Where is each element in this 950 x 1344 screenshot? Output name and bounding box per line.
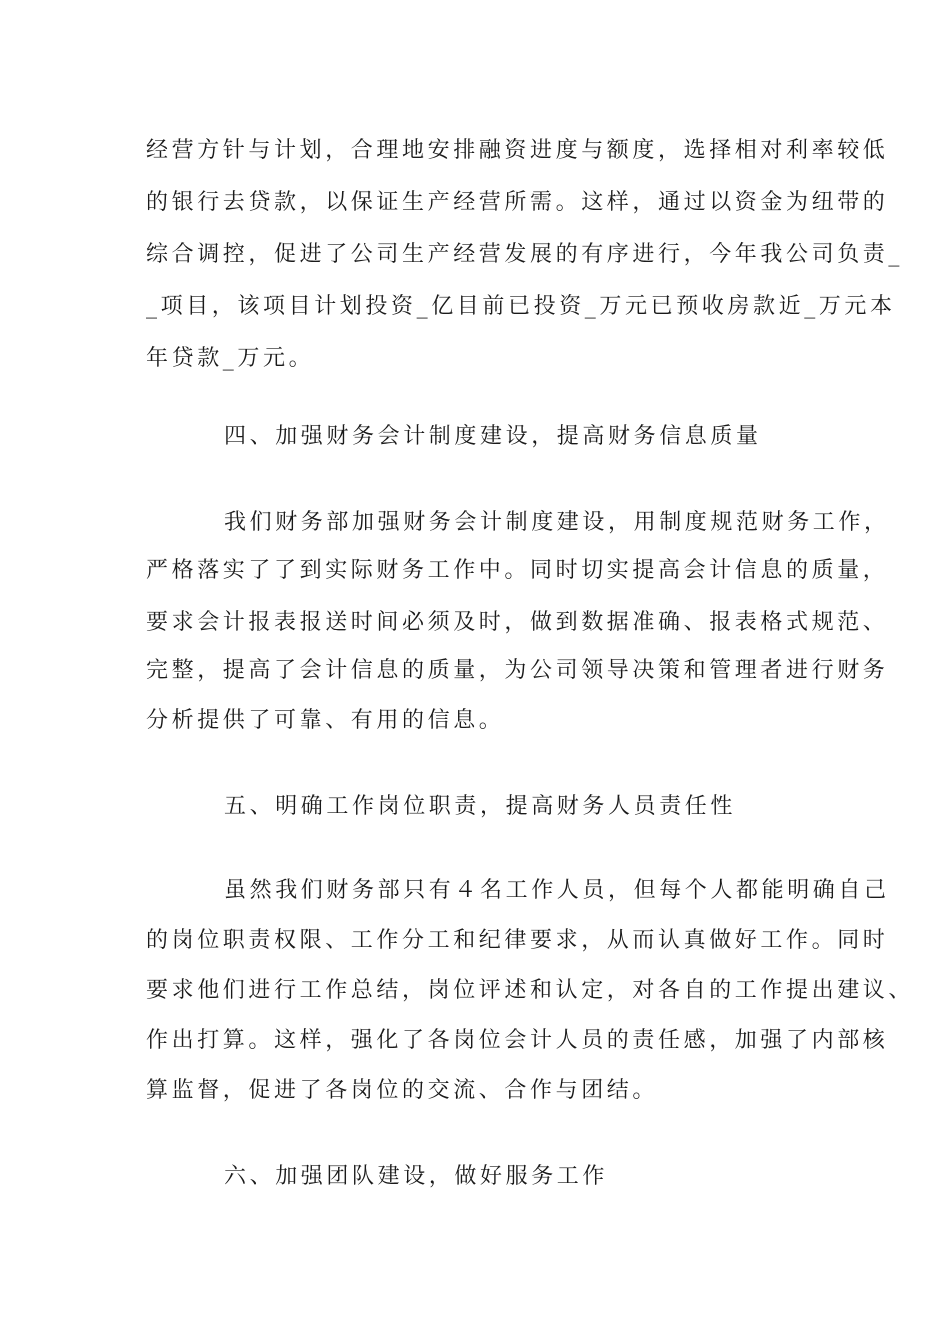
- paragraph-1-line-5: 年贷款_万元。: [146, 346, 315, 371]
- paragraph-1-line-2: 的银行去贷款，以保证生产经营所需。这样，通过以资金为纽带的: [146, 190, 889, 215]
- paragraph-1-line-1: 经营方针与计划，合理地安排融资进度与额度，选择相对利率较低: [146, 138, 889, 163]
- paragraph-2-line-4: 完整，提高了会计信息的质量，为公司领导决策和管理者进行财务: [146, 658, 889, 683]
- paragraph-2-line-2: 严格落实了了到实际财务工作中。同时切实提高会计信息的质量，: [146, 558, 889, 583]
- paragraph-1-line-4: _项目，该项目计划投资_亿目前已投资_万元已预收房款近_万元本: [146, 294, 896, 319]
- section-heading-4: 四、加强财务会计制度建设，提高财务信息质量: [224, 424, 762, 449]
- paragraph-2-line-1: 我们财务部加强财务会计制度建设，用制度规范财务工作，: [224, 510, 890, 535]
- paragraph-3-line-5: 算监督，促进了各岗位的交流、合作与团结。: [146, 1078, 659, 1103]
- paragraph-2-line-3: 要求会计报表报送时间必须及时，做到数据准确、报表格式规范、: [146, 610, 889, 635]
- section-heading-6: 六、加强团队建设，做好服务工作: [224, 1164, 609, 1189]
- paragraph-1-line-3: 综合调控，促进了公司生产经营发展的有序进行，今年我公司负责_: [146, 242, 904, 267]
- paragraph-3-line-1: 虽然我们财务部只有４名工作人员，但每个人都能明确自己: [224, 878, 890, 903]
- paragraph-3-line-3: 要求他们进行工作总结，岗位评述和认定，对各自的工作提出建议、: [146, 978, 915, 1003]
- section-heading-5: 五、明确工作岗位职责，提高财务人员责任性: [224, 794, 737, 819]
- paragraph-3-line-4: 作出打算。这样，强化了各岗位会计人员的责任感，加强了内部核: [146, 1028, 889, 1053]
- paragraph-3-line-2: 的岗位职责权限、工作分工和纪律要求，从而认真做好工作。同时: [146, 928, 889, 953]
- paragraph-2-line-5: 分析提供了可靠、有用的信息。: [146, 708, 505, 733]
